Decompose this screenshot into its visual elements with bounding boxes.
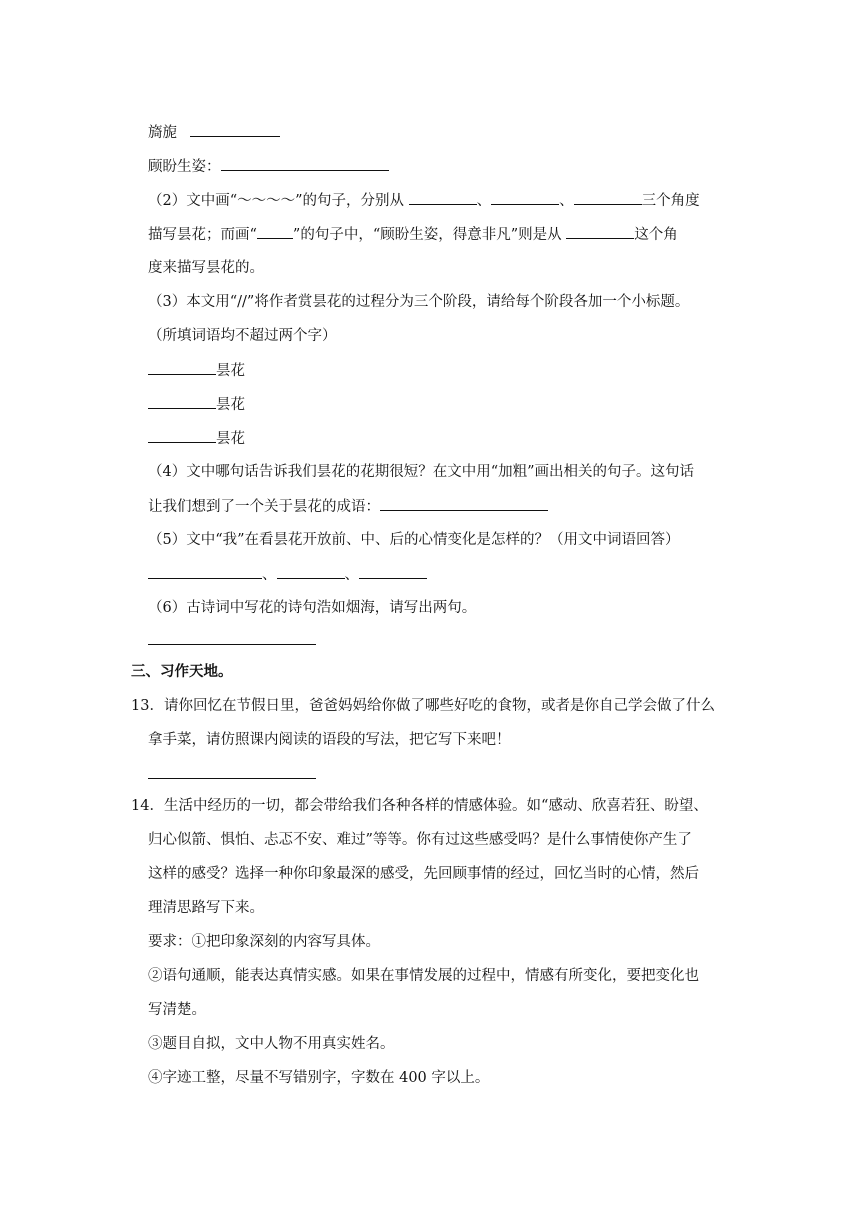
vocab-word-1: 旖旎 — [148, 125, 177, 141]
answer-blank[interactable] — [566, 224, 634, 239]
answer-blank[interactable] — [148, 778, 316, 779]
q14-requirement-3: ③题目自拟，文中人物不用真实姓名。 — [148, 1036, 395, 1052]
q2-line-2 — [148, 224, 678, 245]
answer-blank[interactable] — [380, 496, 548, 511]
q2-text: ”的句子中，“顾盼生姿，得意非凡”则是从 — [292, 227, 562, 243]
q14-text: 生活中经历的一切，都会带给我们各种各样的情感体验。如“感动、欣喜若狂、盼望、 — [163, 798, 708, 814]
section-3-title: 三、习作天地。 — [131, 663, 233, 680]
q2-line-1 — [148, 190, 700, 211]
separator: 、 — [559, 193, 574, 209]
q6-line-1: （6）古诗词中写花的诗句浩如烟海，请写出两句。 — [148, 600, 477, 616]
answer-blank[interactable] — [148, 360, 216, 375]
q14-requirement-2-cont: 写清楚。 — [148, 1002, 206, 1018]
answer-blank[interactable] — [148, 644, 316, 645]
stage-label: 昙花 — [216, 431, 245, 447]
separator: 、 — [262, 567, 277, 583]
vocab-word-2: 顾盼生姿： — [148, 159, 221, 175]
q13-line-1 — [131, 696, 715, 716]
question-number: 14． — [131, 798, 164, 814]
q5-line-1: （5）文中“我”在看昙花开放前、中、后的心情变化是怎样的？（用文中词语回答） — [148, 532, 680, 548]
q14-requirement-2: ②语句通顺，能表达真情实感。如果在事情发展的过程中，情感有所变化，要把变化也 — [148, 968, 699, 984]
stage-label: 昙花 — [216, 363, 245, 379]
separator: 、 — [344, 567, 359, 583]
q13-text: 请你回忆在节假日里，爸爸妈妈给你做了哪些好吃的食物，或者是你自己学会做了什么 — [163, 698, 715, 714]
question-number: 13． — [131, 698, 164, 714]
answer-blank[interactable] — [148, 428, 216, 443]
q3-line-2: （所填词语均不超过两个字） — [148, 328, 337, 344]
answer-blank[interactable] — [574, 190, 642, 205]
q14-requirement-1: 要求：①把印象深刻的内容写具体。 — [148, 934, 380, 950]
answer-blank[interactable] — [491, 190, 559, 205]
answer-blank[interactable] — [277, 564, 345, 579]
vocab-line-2 — [148, 156, 389, 177]
q2-text: （2）文中画“～～～～”的句子，分别从 — [148, 193, 405, 209]
q5-answer-line — [148, 564, 427, 585]
q14-line-1 — [131, 796, 708, 816]
answer-blank[interactable] — [257, 224, 293, 239]
q4-line-1: （4）文中哪句话告诉我们昙花的花期很短？在文中用“加粗”画出相关的句子。这句话 — [148, 464, 695, 480]
separator: 、 — [476, 193, 492, 209]
q2-text: 三个角度 — [641, 193, 700, 209]
answer-blank[interactable] — [190, 122, 280, 137]
q2-text: 描写昙花；而画“ — [148, 227, 257, 243]
q14-line-3: 这样的感受？选择一种你印象最深的感受，先回顾事情的经过，回忆当时的心情，然后 — [148, 866, 699, 882]
answer-blank[interactable] — [221, 156, 389, 171]
answer-blank[interactable] — [409, 190, 477, 205]
q3-stage-1 — [148, 360, 245, 381]
answer-blank[interactable] — [359, 564, 427, 579]
vocab-line-1 — [148, 122, 280, 143]
q3-stage-3 — [148, 428, 245, 449]
answer-blank[interactable] — [148, 394, 216, 409]
answer-blank[interactable] — [148, 564, 262, 579]
q14-requirement-4: ④字迹工整，尽量不写错别字，字数在 400 字以上。 — [148, 1070, 490, 1086]
q3-line-1: （3）本文用“//”将作者赏昙花的过程分为三个阶段，请给每个阶段各加一个小标题。 — [148, 294, 690, 310]
stage-label: 昙花 — [216, 397, 245, 413]
q3-stage-2 — [148, 394, 245, 415]
q2-line-3: 度来描写昙花的。 — [148, 260, 264, 276]
q4-line-2 — [148, 496, 548, 517]
q2-text: 这个角 — [634, 227, 678, 243]
q14-line-2: 归心似箭、惧怕、忐忑不安、难过”等等。你有过这些感受吗？是什么事情使你产生了 — [148, 832, 692, 848]
q14-line-4: 理清思路写下来。 — [148, 900, 264, 916]
q13-line-2: 拿手菜，请仿照课内阅读的语段的写法，把它写下来吧！ — [148, 732, 511, 748]
q4-text: 让我们想到了一个关于昙花的成语： — [148, 499, 380, 515]
